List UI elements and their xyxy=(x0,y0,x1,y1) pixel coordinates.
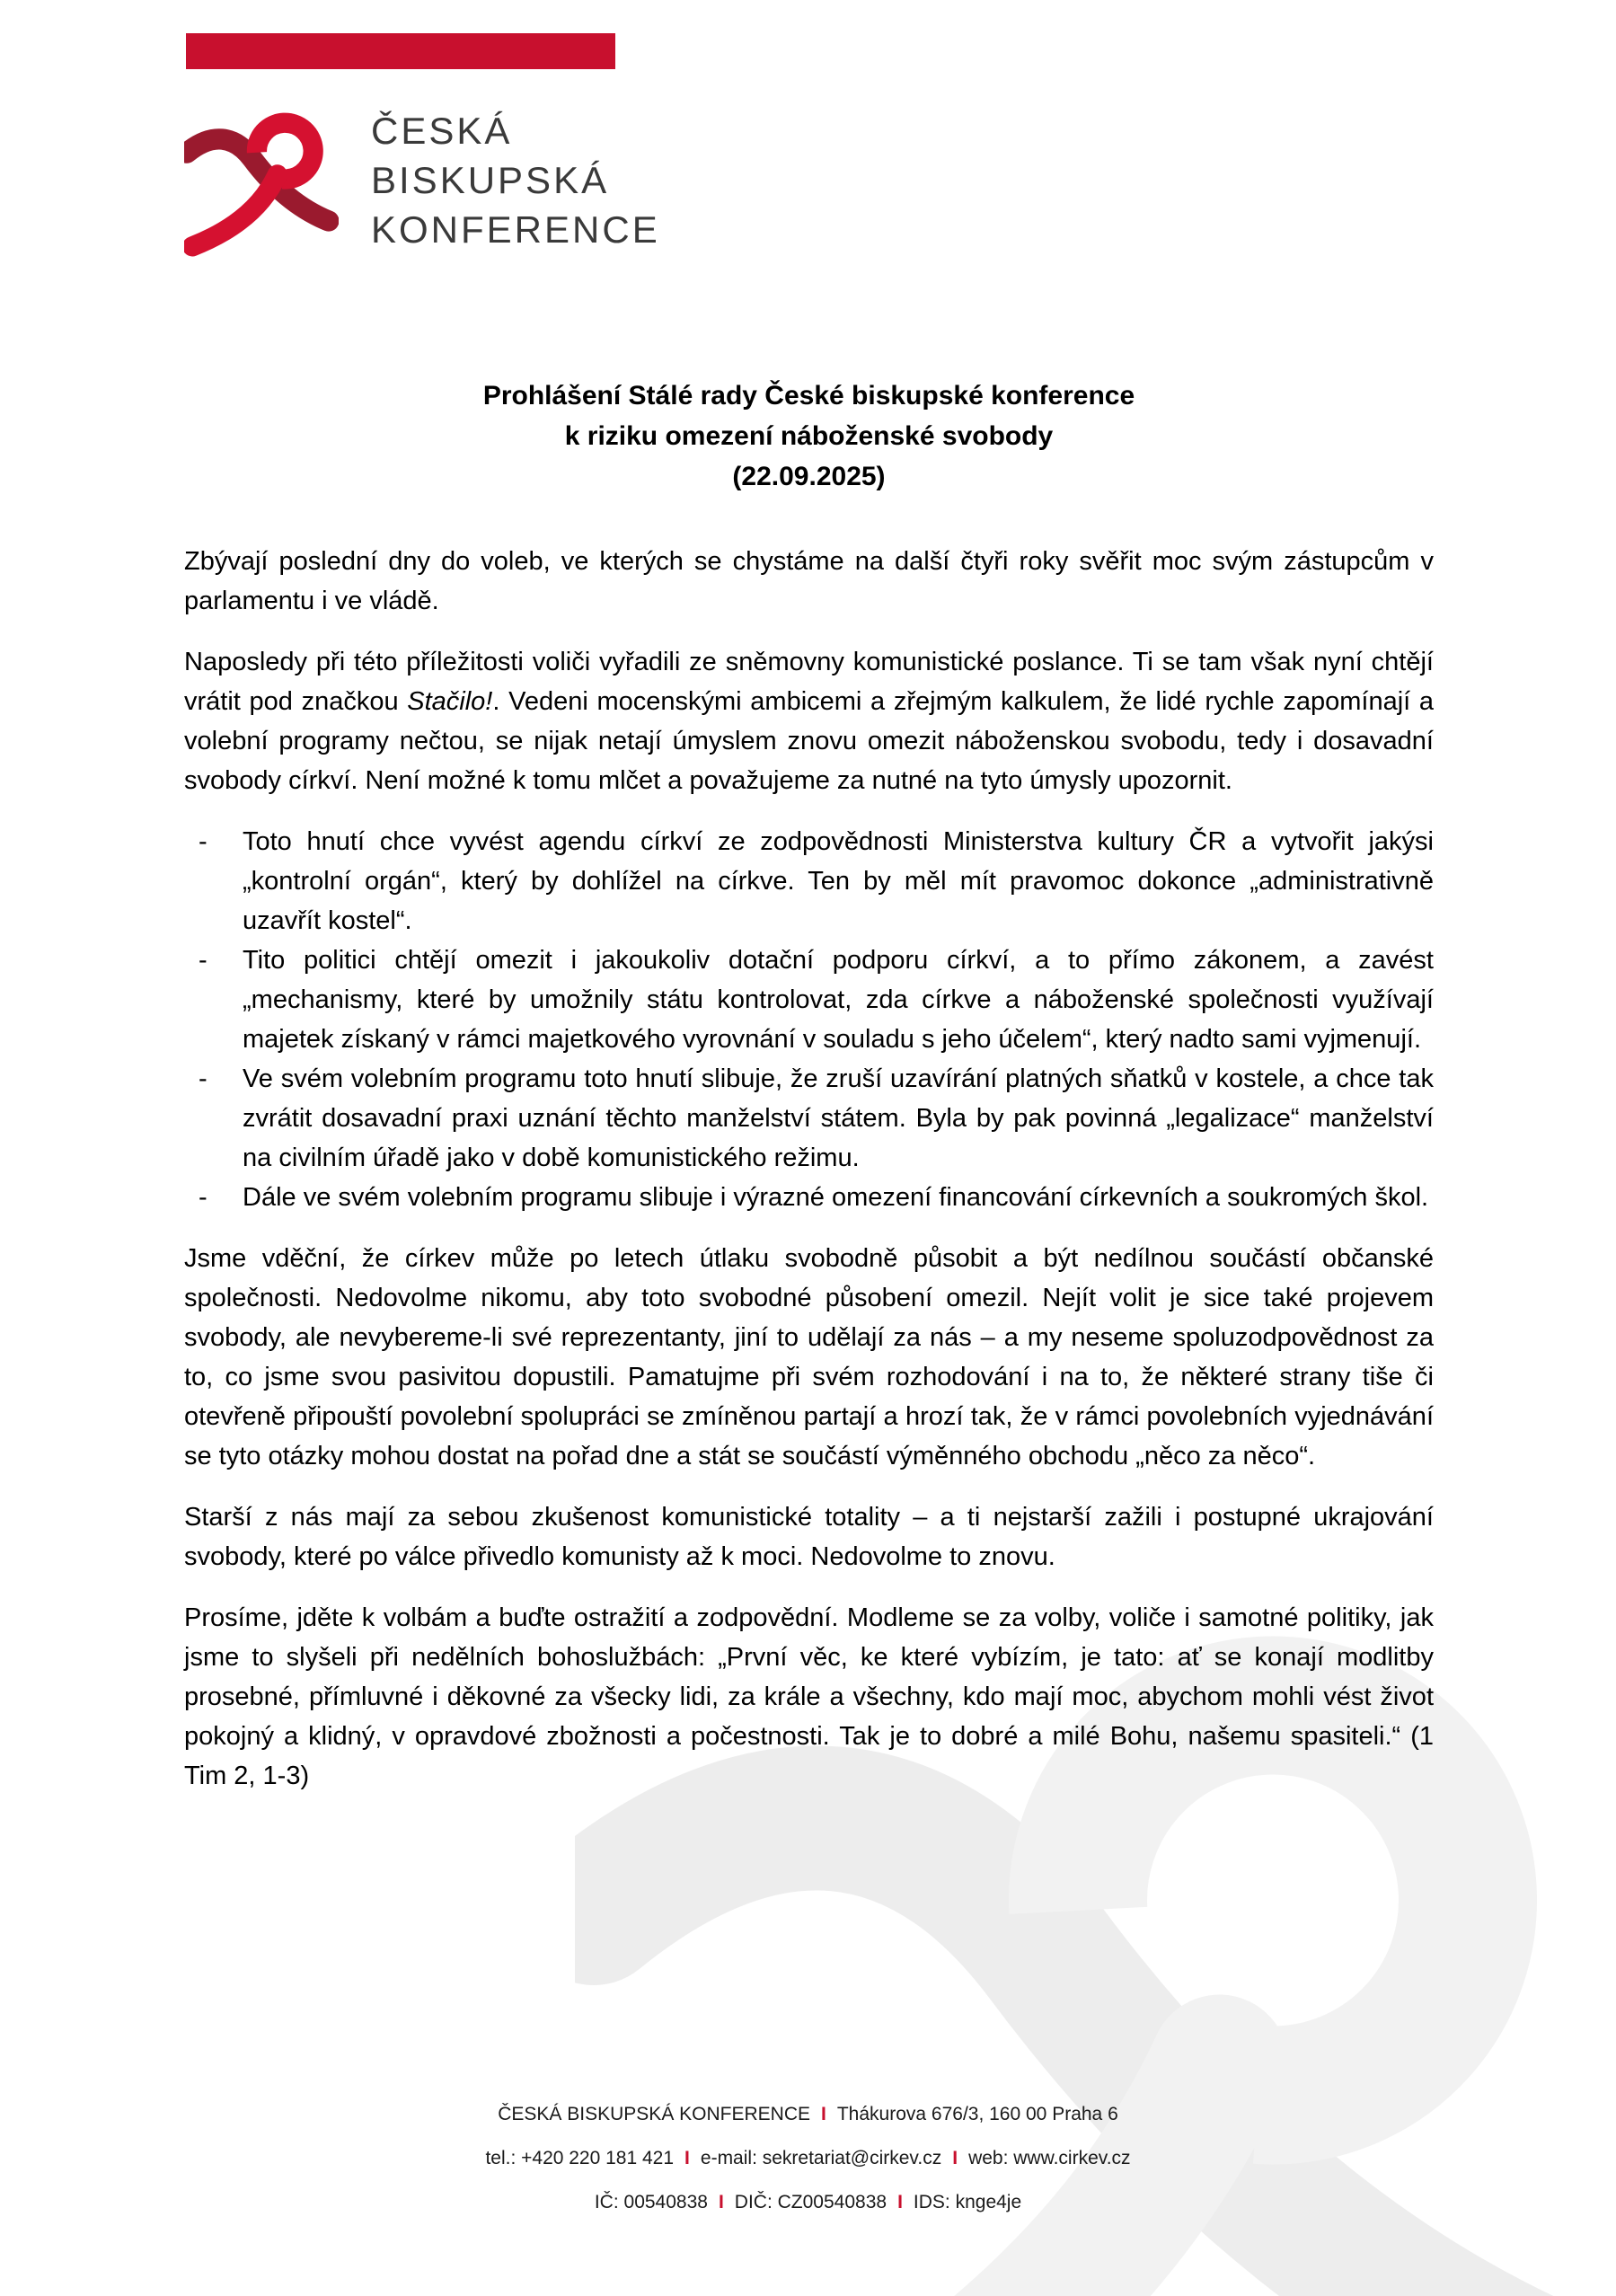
bullet-item xyxy=(184,822,1434,940)
bullet-item xyxy=(184,940,1434,1059)
footer-line xyxy=(0,2192,1616,2213)
text-run: Toto hnutí chce vyvést agendu církví ze zodpovědnosti Ministerstva kultury ČR a vytvořit jakýsi „kontrolní orgán“, který by dohlížel na církve. Ten by měl mít pravomoc dokonce „administrativně uzavřít kostel“. xyxy=(243,827,1434,935)
brand-block xyxy=(184,99,660,264)
bullet-text xyxy=(243,940,1434,1059)
footer-separator: I xyxy=(897,2192,903,2212)
footer-text: ČESKÁ BISKUPSKÁ KONFERENCE xyxy=(498,2104,811,2124)
text-run: Ve svém volebním programu toto hnutí slibuje, že zruší uzavírání platných sňatků v kostele, a chce tak zvrátit dosavadní praxi uznání těchto manželství státem. Byla by pak povinná „legalizace“ manželství na civilním úřadě jako v době komunistického režimu. xyxy=(243,1064,1434,1172)
document-title xyxy=(184,375,1434,497)
text-run: Tito politici chtějí omezit i jakoukoliv dotační podporu církví, a to přímo zákonem, a zavést „mechanismy, které by umožnily státu kontrolovat, zda církve a náboženské společnosti využívají majetek získaný v rámci majetkového vyrovnání v souladu s jeho účelem“, který nadto sami vyjmenují. xyxy=(243,946,1434,1054)
text-run: Prosíme, jděte k volbám a buďte ostražití a zodpovědní. Modleme se za volby, voliče i samotné politiky, jak jsme to slyšeli při nedělních bohoslužbách: „První věc, ke které vybízím, je tato: ať se konají modlitby prosebné, přímluvné i děkovné za všecky lidi, za krále a všechny, kdo mají moc, abychom mohli vést život pokojný a klidný, v opravdové zbožnosti a počestnosti. Tak je to dobré a milé Bohu, našemu spasiteli.“ (1 Tim 2, 1-3) xyxy=(184,1603,1434,1790)
bullet-marker: - xyxy=(199,827,208,856)
footer-text: DIČ: CZ00540838 xyxy=(734,2192,887,2212)
text-run: Jsme vděční, že církev může po letech útlaku svobodně působit a být nedílnou součástí občanské společnosti. Nedovolme nikomu, aby toto svobodné působení omezil. Nejít volit je sice také projevem svobody, ale nevybereme-li své reprezentanty, jiní to udělají za nás – a my neseme spoluzodpovědnost za to, co jsme svou pasivitou dopustili. Pamatujme při svém rozhodování i na to, že některé strany tiše či otevřeně připouští povolební spolupráci se zmíněnou partají a hrozí tak, že v rámci povolebních vyjednávání se tyto otázky mohou dostat na pořad dne a stát se součástí výměnného obchodu „něco za něco“. xyxy=(184,1244,1434,1470)
cbk-ribbon-logo-icon xyxy=(184,99,339,264)
footer-text: tel.: +420 220 181 421 xyxy=(485,2148,675,2168)
brand-name-line: KONFERENCE xyxy=(371,208,660,251)
bullet-text xyxy=(243,822,1434,940)
header-red-bar xyxy=(186,33,615,69)
text-run: Dále ve svém volebním programu slibuje i výrazné omezení financování církevních a soukromých škol. xyxy=(243,1183,1429,1212)
paragraph xyxy=(184,1497,1434,1576)
footer-separator: I xyxy=(952,2148,958,2168)
paragraph xyxy=(184,1598,1434,1796)
footer-text: IDS: knge4je xyxy=(913,2192,1022,2212)
text-run: Zbývají poslední dny do voleb, ve kterých se chystáme na další čtyři roky svěřit moc svým zástupcům v parlamentu i ve vládě. xyxy=(184,547,1434,615)
footer-text: Thákurova 676/3, 160 00 Praha 6 xyxy=(836,2104,1118,2124)
brand-name-line: BISKUPSKÁ xyxy=(371,159,610,201)
bullet-item xyxy=(184,1178,1434,1217)
bullet-item xyxy=(184,1059,1434,1178)
footer-separator: I xyxy=(684,2148,690,2168)
document-body xyxy=(184,542,1434,1796)
bullet-list xyxy=(184,822,1434,1217)
footer-text: IČ: 00540838 xyxy=(594,2192,708,2212)
text-run: . Vedeni mocenskými ambicemi a zřejmým kalkulem, že lidé rychle zapomínají a volební programy nečtou, se nijak netají úmyslem znovu omezit náboženskou svobodu, tedy i dosavadní svobody církví. Není možné k tomu mlčet a považujeme za nutné na tyto úmysly upozornit. xyxy=(184,687,1434,795)
italic-text: Stačilo! xyxy=(407,687,493,716)
paragraph xyxy=(184,1239,1434,1476)
bullet-text xyxy=(243,1059,1434,1178)
title-line-2: k riziku omezení náboženské svobody xyxy=(564,421,1054,451)
paragraph xyxy=(184,542,1434,621)
title-line-1: Prohlášení Stálé rady České biskupské konference xyxy=(482,381,1135,411)
document-content xyxy=(184,375,1434,1817)
paragraph xyxy=(184,642,1434,800)
bullet-marker: - xyxy=(199,1064,208,1093)
bullet-marker: - xyxy=(199,946,208,975)
brand-name xyxy=(371,99,660,254)
footer-separator: I xyxy=(821,2104,826,2124)
bullet-marker: - xyxy=(199,1183,208,1212)
footer-text: e-mail: sekretariat@cirkev.cz xyxy=(700,2148,942,2168)
brand-name-line: ČESKÁ xyxy=(371,110,513,152)
footer-line xyxy=(0,2148,1616,2169)
bullet-text xyxy=(243,1178,1434,1217)
page-footer xyxy=(0,2104,1616,2236)
footer-separator: I xyxy=(718,2192,724,2212)
text-run: Starší z nás mají za sebou zkušenost komunistické totality – a ti nejstarší zažili i postupné ukrajování svobody, které po válce přivedlo komunisty až k moci. Nedovolme to znovu. xyxy=(184,1503,1434,1571)
text-run: Naposledy při této příležitosti voliči vyřadili ze sněmovny komunistické poslance. Ti se tam však nyní chtějí vrátit pod značkou xyxy=(184,648,1434,716)
title-line-3: (22.09.2025) xyxy=(732,462,886,491)
footer-line xyxy=(0,2104,1616,2125)
footer-text: web: www.cirkev.cz xyxy=(968,2148,1131,2168)
